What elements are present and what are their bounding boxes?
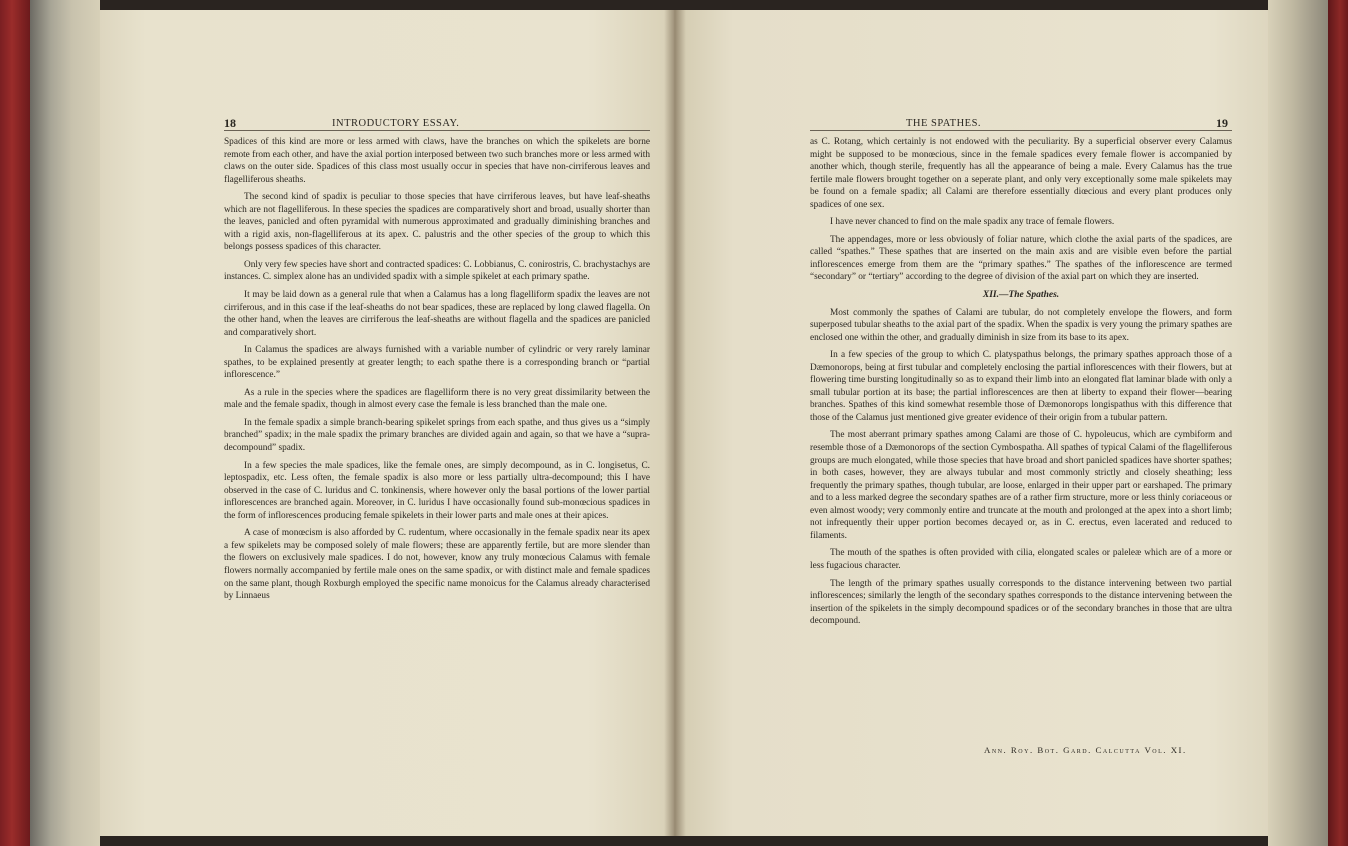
right-page (674, 10, 1268, 836)
paragraph: A case of monœcism is also afforded by C. rudentum, where occasionally in the female spadix near its apex a few spikelets may be composed solely of male flowers; these are apparently fertile, but are more slender than the flowers on exclusively male spadices. I do not, however, know any truly monœcious Calamus with female flowers normally accompanied by fertile male ones on the same spadix, or with distinct male and female spadices on the same plant, though Roxburgh employed the specific name monoicus for the Calamus already characterised by Linnaeus (224, 528, 650, 602)
paragraph: The appendages, more or less obviously of foliar nature, which clothe the axial parts of the spadices, are called “spathes.” These spathes that are inserted on the main axis and are visible even before the partial inflorescences emerge from them are the “primary spathes.” The spathes of the inflorescence are termed “secondary” or “tertiary” according to the degree of division of the axial part on which they are inserted. (810, 234, 1232, 283)
left-running-head: INTRODUCTORY ESSAY. (332, 118, 460, 129)
paragraph: In a few species the male spadices, like the female ones, are simply decompound, as in C. longisetus, C. leptospadix, etc. Less often, the female spadix is also more or less partially ultra-decompound; this I have observed in the case of C. luridus and C. tonkinensis, where however only the basal portions of the lower partial inflorescences are branched again. Moreover, in C. luridus I have occasionally found sub-monœcious spadices in the form of inflorescences producing female spikelets in their lower parts and male ones at their apices. (224, 460, 650, 521)
right-running-head: THE SPATHES. (906, 118, 982, 129)
right-header-rule (810, 130, 1232, 131)
paragraph: Most commonly the spathes of Calami are tubular, do not completely envelope the flowers, and form superposed tubular sheaths to the axial part of the spadix. When the spadix is very young the primary spathes are enclosed one within the other, and gradually diminish in size from its base to its apex. (810, 307, 1232, 343)
paragraph: It may be laid down as a general rule that when a Calamus has a long flagelliform spadix the leaves are not cirriferous, and in this case if the leaf-sheaths do not bear spadices, these are replaced by long clawed flagella. On the other hand, when the leaves are cirriferous the leaf-sheaths are without flagella and the spadices are panicled and comparatively short. (224, 290, 650, 338)
paragraph: The length of the primary spathes usually corresponds to the distance intervening between two partial inflorescences; similarly the length of the secondary spathes corresponds to the distance intervening between the insertion of the spikelets in the simply decompound spadices or of the secondary branches in those that are ultra decompound. (810, 578, 1232, 627)
paragraph: as C. Rotang, which certainly is not endowed with the peculiarity. By a superficial observer every Calamus might be supposed to be monœcious, since in the female spadices every female flower is accompanied by another which, though sterile, frequently has all the appearance of being a male. Every Calamus has the true fertile male flowers brought together on a seperate plant, and only very exceptionally some male spikelets may be found on a female spadix; all Calami are therefore essentially diœcious and every plant produces only spadices of one sex. (810, 137, 1232, 210)
paragraph: The mouth of the spathes is often provided with cilia, elongated scales or paleleæ which are of a more or less fugacious character. (810, 548, 1232, 571)
paragraph: In Calamus the spadices are always furnished with a variable number of cylindric or very rarely laminar spathes, to be explained presently at greater length; to each spathe there is a corresponding branch or “partial inflorescence.” (224, 345, 650, 381)
paragraph: In the female spadix a simple branch-bearing spikelet springs from each spathe, and thus gives us a “simply branched” spadix; in the male spadix the primary branches are divided again and again, so that we have a “supra-decompound” spadix. (224, 417, 650, 454)
paragraph: Spadices of this kind are more or less armed with claws, have the branches on which the spikelets are borne remote from each other, and have the axial portion interposed between two such branches more or less armed with claws on the outer side. Spadices of this class most usually occur in species that have non-cirriferous leaves and flagelliferous sheaths. (224, 137, 650, 185)
page-edges-left (30, 0, 100, 846)
binding-right (1328, 0, 1348, 846)
right-page-number: 19 (1216, 116, 1228, 130)
left-header-rule (224, 130, 650, 131)
left-page (100, 10, 674, 836)
left-text-column (224, 136, 650, 608)
paragraph: Only very few species have short and contracted spadices: C. Lobbianus, C. conirostris, C. brachystachys are instances. C. simplex alone has an undivided spadix with a simple spikelet at each primary spathe. (224, 259, 650, 283)
paragraph: The second kind of spadix is peculiar to those species that have cirriferous leaves, but have leaf-sheaths which are not flagelliferous. In these species the spadices are comparatively short and broad, usually shorter than the leaves, panicled and often pyramidal with numerous approximated and gradually diminishing branches and with a rigid axis, non-flagelliferous at its apex. C. palustris and the other species of the group to which this belongs possess spadices of this character. (224, 192, 650, 253)
paragraph: As a rule in the species where the spadices are flagelliform there is no very great dissimilarity between the male and the female spadix, though in almost every case the female is less branched than the male one. (224, 387, 650, 411)
paragraph: The most aberrant primary spathes among Calami are those of C. hypoleucus, which are cymbiform and resemble those of a Dæmonorops of the section Cymbospatha. All spathes of typical Calami of the flagelliferous groups are much elongated, while those species that have broad and short panicled spadices have shorter spathes; in both cases, however, they are always tubular and most commonly strictly and closely sheathing; less frequently the primary spathes, though tubular, are loose, enlarged in their upper part or earshaped. The primary and to a less marked degree the secondary spathes are of a rather firm structure, more or less thinly coriaceous or even almost woody; very commonly entire and truncate at the mouth and prolonged at the apex into a short limb; not infrequently their upper portion becomes decayed or, as in C. erectus, even lacerated and reduced to filaments. (810, 430, 1232, 541)
right-text-column (810, 136, 1232, 633)
left-page-number: 18 (224, 116, 236, 130)
page-edges-right (1268, 0, 1328, 846)
paragraph: In a few species of the group to which C. platyspathus belongs, the primary spathes approach those of a Dæmonorops, being at first tubular and completely enclosing the partial inflorescences with their flowers, but at flowering time bursting longitudinally so as to expand their limb into an elongated flat laminar blade with only a small tubular portion at its base; the partial inflorescences are then at liberty to expand their flower—bearing branches. Spathes of this kind somewhat resemble those of Dæmonorops longispathus with this difference that those of the Calamus just mentioned give greater evidence of their origin from a tubular pattern. (810, 350, 1232, 423)
binding-left (0, 0, 30, 846)
journal-footer: Ann. Roy. Bot. Gard. Calcutta Vol. XI. (984, 745, 1187, 755)
book-gutter (664, 10, 686, 836)
paragraph: I have never chanced to find on the male spadix any trace of female flowers. (830, 217, 1115, 228)
section-heading: XII.—The Spathes. (982, 290, 1060, 301)
